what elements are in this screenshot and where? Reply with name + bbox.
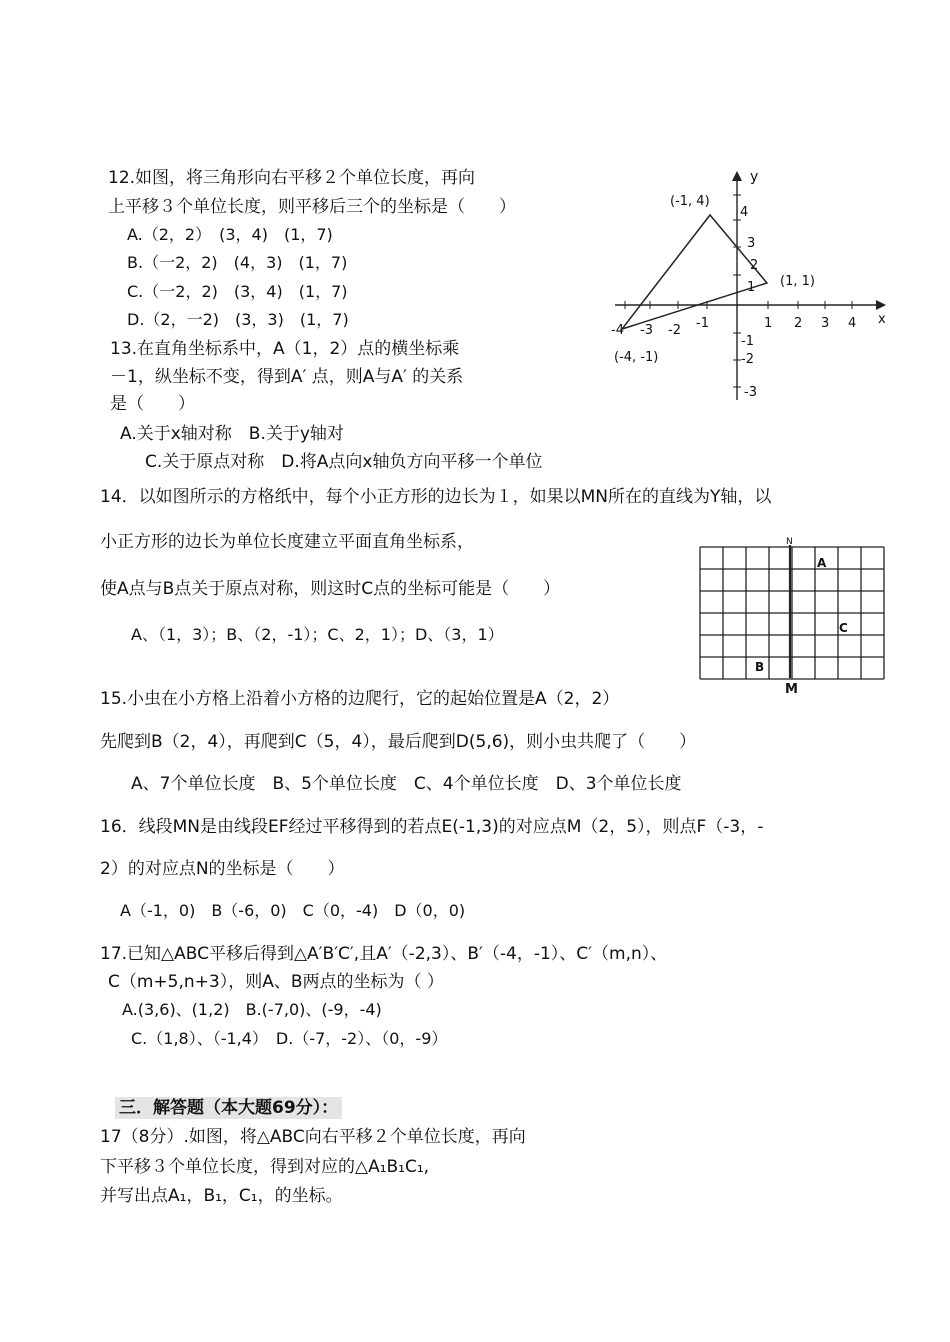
q14-line2: 小正方形的边长为单位长度建立平面直角坐标系， xyxy=(100,532,474,552)
x-tick-neg4: -4 xyxy=(611,323,624,338)
y-tick-1: 1 xyxy=(747,280,756,295)
q17-options-cd: C.（1,8）、（-1,4） D.（-7，-2）、（0，-9） xyxy=(131,1029,448,1048)
q12-option-d: D.（2，一2) (3，3) (1，7) xyxy=(127,310,349,329)
x-tick-3: 3 xyxy=(821,316,830,331)
label-m: M xyxy=(785,682,798,697)
vertex-label-right: (1, 1) xyxy=(780,274,815,289)
q17-line2: C（m+5,n+3），则A、B两点的坐标为（ ） xyxy=(108,972,444,992)
x-tick-4: 4 xyxy=(848,316,857,331)
q13-line3: 是（ ） xyxy=(110,394,195,414)
x-tick-neg3: -3 xyxy=(640,323,653,338)
q13-line2: －1，纵坐标不变，得到A′ 点，则A与A′ 的关系 xyxy=(110,367,464,387)
label-a: A xyxy=(817,556,827,570)
q17-line1: 17.已知△ABC平移后得到△A′B′C′,且A′（-2,3）、B′（-4，-1）、C′（m,n）、 xyxy=(100,944,668,964)
triangle xyxy=(622,215,767,329)
q12-option-b: B.（一2，2) (4，3) (1，7) xyxy=(127,253,348,272)
q15-line1: 15.小虫在小方格上沿着小方格的边爬行，它的起始位置是A（2，2） xyxy=(100,689,620,709)
x-tick-neg1: -1 xyxy=(696,316,709,331)
vertex-label-top: (-1, 4) xyxy=(670,194,710,209)
x-axis-arrow xyxy=(876,300,886,310)
y-tick-4: 4 xyxy=(740,205,749,220)
grid-figure xyxy=(698,535,890,700)
q15-line2: 先爬到B（2，4），再爬到C（5，4），最后爬到D(5,6)，则小虫共爬了（ ） xyxy=(100,732,697,752)
q17b-line1: 17（8分）.如图，将△ABC向右平移２个单位长度，再向 xyxy=(100,1127,526,1147)
vertex-label-left: (-4, -1) xyxy=(614,350,659,365)
x-axis-label: x xyxy=(878,312,886,327)
q16-options: A（-1，0) B（-6，0) C（0，-4) D（0，0) xyxy=(120,901,466,920)
x-tick-1: 1 xyxy=(764,316,773,331)
q17b-line2: 下平移３个单位长度，得到对应的△A₁B₁C₁, xyxy=(100,1157,430,1177)
q12-line1: 12.如图，将三角形向右平移２个单位长度，再向 xyxy=(108,168,476,188)
y-tick-neg3: -3 xyxy=(744,385,757,400)
q16-line2: 2）的对应点N的坐标是（ ） xyxy=(100,859,345,879)
q13-options-ab: A.关于x轴对称 B.关于y轴对 xyxy=(120,424,344,444)
q17b-line3: 并写出点A₁，B₁，C₁，的坐标。 xyxy=(100,1186,343,1206)
y-tick-neg1: -1 xyxy=(741,334,754,349)
coordinate-figure xyxy=(610,165,895,405)
label-b: B xyxy=(755,660,765,674)
label-c: C xyxy=(839,621,848,635)
x-tick-2: 2 xyxy=(794,316,803,331)
label-n: N xyxy=(786,537,793,547)
q16-line1: 16．线段MN是由线段EF经过平移得到的若点E(-1,3)的对应点M（2，5），则点F（-3，- xyxy=(100,817,764,837)
x-tick-neg2: -2 xyxy=(668,323,681,338)
section-title: 三．解答题（本大题69分）： xyxy=(115,1097,342,1119)
y-axis-label: y xyxy=(750,169,759,185)
q17-options-ab: A.(3,6)、(1,2) B.(-7,0)、(-9，-4) xyxy=(122,1000,382,1019)
q14-line3: 使A点与B点关于原点对称，则这时C点的坐标可能是（ ） xyxy=(100,579,561,599)
y-axis-arrow xyxy=(732,171,742,181)
y-tick-2: 2 xyxy=(750,258,759,273)
q12-option-a: A.（2，2） (3，4) (1，7) xyxy=(127,225,333,244)
q13-options-cd: C.关于原点对称 D.将A点向x轴负方向平移一个单位 xyxy=(145,452,543,472)
y-tick-3: 3 xyxy=(747,236,756,251)
q12-line2: 上平移３个单位长度，则平移后三个的坐标是（ ） xyxy=(108,197,516,217)
q13-line1: 13.在直角坐标系中，A（1，2）点的横坐标乘 xyxy=(110,339,460,359)
q15-options: A、7个单位长度 B、5个单位长度 C、4个单位长度 D、3个单位长度 xyxy=(131,774,682,794)
q14-options: A、（1，3）；B、（2，-1）；C、2，1）；D、（3，1） xyxy=(131,625,504,644)
q12-option-c: C.（一2，2) (3，4) (1，7) xyxy=(127,282,348,301)
q14-line1: 14．以如图所示的方格纸中，每个小正方形的边长为１，如果以MN所在的直线为Y轴，以 xyxy=(100,487,772,507)
y-tick-neg2: -2 xyxy=(741,352,754,367)
